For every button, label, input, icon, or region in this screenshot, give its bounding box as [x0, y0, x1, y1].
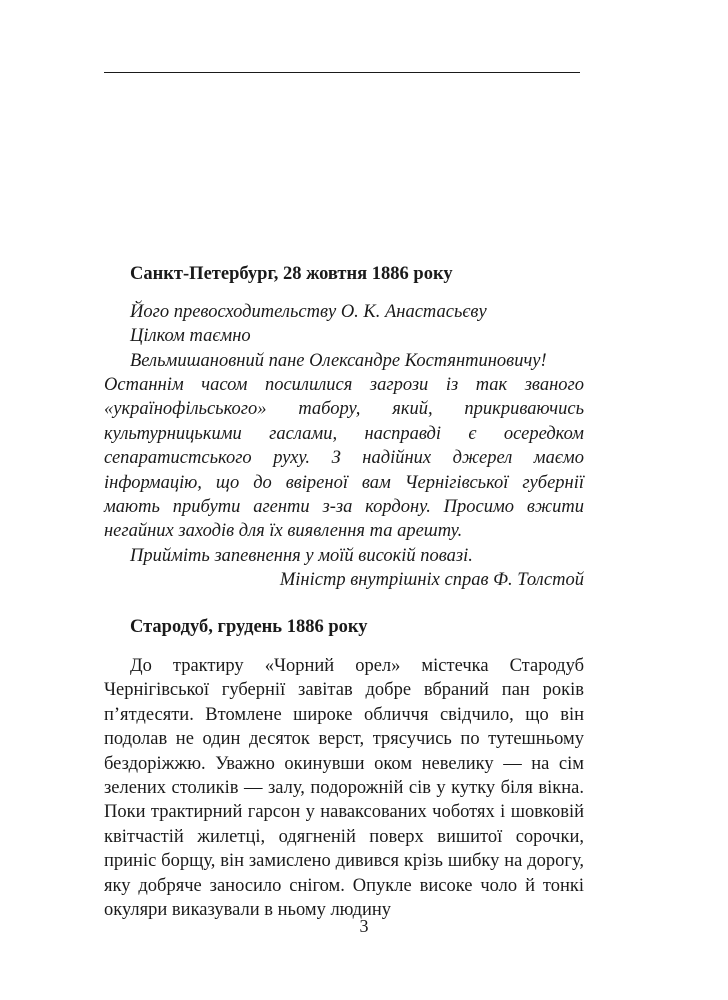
story-paragraph: До трактиру «Чорний орел» містечка Стародуб Чернігівської губернії завітав добре вбраний пан років п’ятдесяти. Втомлене широке обличчя свідчило, що він подолав не один десяток верст, трясучись по тутешньому бездоріжжю. Уважно окинувши оком невелику — на сім зелених столиків — залу, подорожній сів у кутку біля вікна. Поки трактирний гарсон у наваксованих чоботях і шовковій квітчастій жилетці, одягненій поверх вишитої сорочки, приніс борщу, він замислено дивився крізь шибку на дорогу, яку добряче заносило снігом. Опукле високе чоло й тонкі окуляри виказували в ньому людину — [104, 656, 584, 921]
letter-body: Останнім часом посилилися загрози із так званого «українофільського» табору, який, прикриваючись культурницькими гаслами, насправді є осередком сепаратистського руху. З надійних джерел маємо інформацію, що до ввіреної вам Чернігівської губернії мають прибути агенти з-за кордону. Просимо вжити негайних заходів для їх виявлення та арешту. — [104, 375, 584, 542]
letter-section — [130, 262, 584, 286]
top-rule — [104, 72, 580, 73]
story-heading: Стародуб, грудень 1886 року — [130, 617, 368, 637]
letter-closing: Прийміть запевнення у моїй високій повазі. — [130, 545, 473, 566]
letter-body-block — [104, 373, 584, 593]
page-number: 3 — [359, 916, 369, 936]
letter-heading: Санкт-Петербург, 28 жовтня 1886 року — [130, 264, 453, 284]
letter-secrecy: Цілком таємно — [130, 326, 251, 347]
letter-salutation: Вельмишановний пане Олександре Костянтиновичу! — [130, 350, 547, 371]
story-section — [130, 615, 584, 639]
letter-signature: Міністр внутрішніх справ Ф. Толстой — [279, 570, 584, 591]
letter-address: Його превосходительству О. К. Анастасьєву — [130, 302, 487, 322]
letter-text — [130, 300, 584, 373]
story-text — [104, 654, 584, 922]
